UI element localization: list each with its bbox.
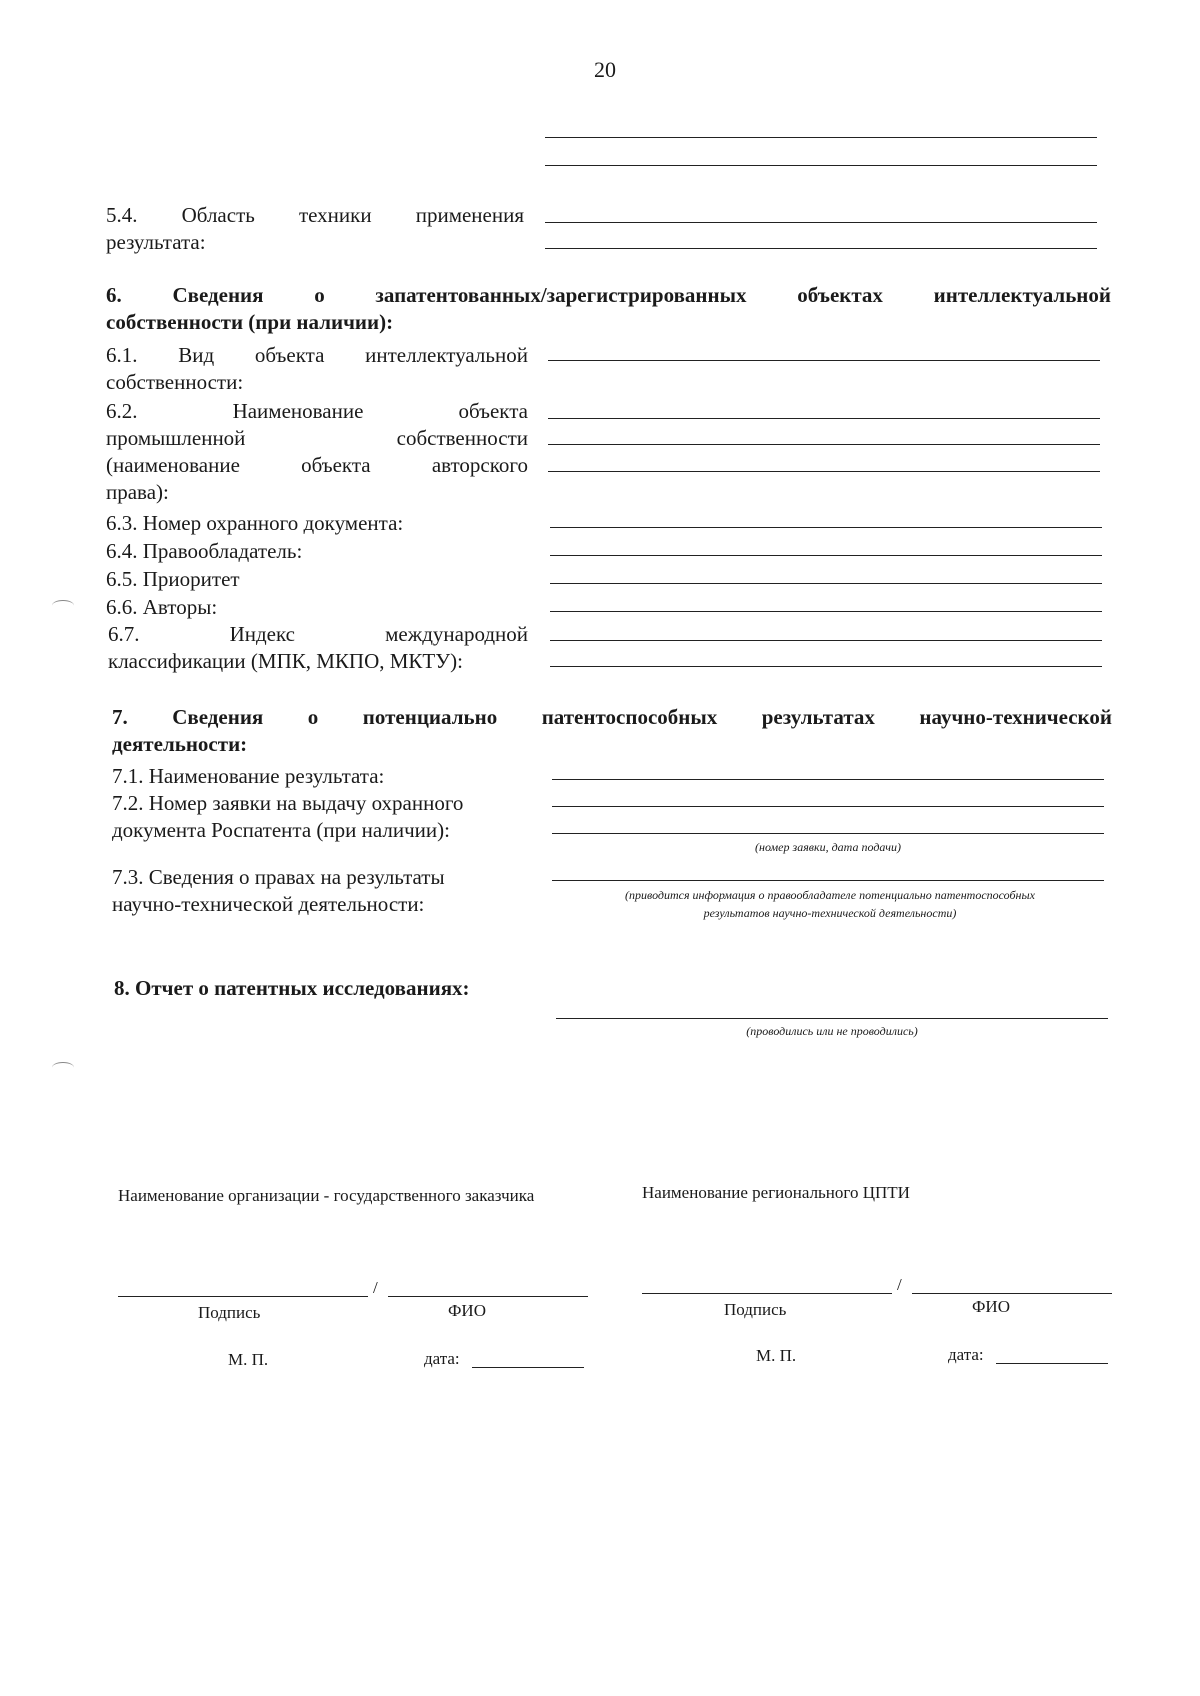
text: Наименование: [232, 399, 364, 423]
field-6-5-line[interactable]: [550, 583, 1102, 584]
field-6-3-label: 6.3. Номер охранного документа:: [106, 511, 404, 535]
text: Сведения: [172, 283, 264, 307]
text: авторского: [431, 453, 528, 477]
field-7-3-caption: [540, 886, 1120, 922]
text: промышленной: [106, 426, 246, 450]
field-7-1-line[interactable]: [552, 779, 1104, 780]
field-7-2-caption: (номер заявки, дата подачи): [755, 840, 901, 854]
text: научно-технической деятельности:: [112, 892, 425, 916]
left-org-label: Наименование организации - государственного заказчика: [118, 1186, 535, 1205]
text: результатов научно-технической деятельности): [703, 906, 957, 920]
right-signature-line[interactable]: [642, 1293, 892, 1294]
text: 6.: [106, 283, 122, 307]
field-6-2-line[interactable]: [548, 471, 1100, 472]
field-6-6-line[interactable]: [550, 611, 1102, 612]
text: патентоспособных: [541, 705, 718, 729]
field-7-2-line[interactable]: [552, 833, 1104, 834]
text: интеллектуальной: [933, 283, 1111, 307]
field-7-3-label: [112, 864, 532, 918]
left-date-line[interactable]: [472, 1367, 584, 1368]
fill-line[interactable]: [545, 165, 1097, 166]
field-6-5-label: 6.5. Приоритет: [106, 567, 240, 591]
section-7-heading: [112, 704, 1112, 758]
right-fio-label: ФИО: [972, 1297, 1010, 1316]
scan-mark: [52, 1062, 74, 1073]
text: применения: [415, 203, 524, 227]
fill-line[interactable]: [545, 137, 1097, 138]
text: 7.3. Сведения о правах на результаты: [112, 865, 445, 889]
text: запатентованных/зарегистрированных: [375, 283, 747, 307]
right-signature-label: Подпись: [724, 1300, 787, 1319]
right-date-line[interactable]: [996, 1363, 1108, 1364]
text: потенциально: [362, 705, 498, 729]
field-7-1-label: 7.1. Наименование результата:: [112, 764, 385, 788]
text: собственности:: [106, 370, 244, 394]
text: собственности: [396, 426, 528, 450]
text: результатах: [761, 705, 875, 729]
text: (приводится информация о правообладателе потенциально патентоспособных: [625, 888, 1035, 902]
left-slash: /: [373, 1278, 378, 1297]
field-6-7-line[interactable]: [550, 666, 1102, 667]
text: объектах: [797, 283, 883, 307]
field-7-3-line[interactable]: [552, 880, 1104, 881]
field-5-4-label: [106, 202, 524, 256]
text: документа Роспатента (при наличии):: [112, 818, 450, 842]
field-6-2-line[interactable]: [548, 444, 1100, 445]
left-fio-label: ФИО: [448, 1301, 486, 1320]
page-number: 20: [594, 57, 616, 82]
field-6-2-label: [106, 398, 528, 506]
text: Область: [181, 203, 255, 227]
left-signature-line[interactable]: [118, 1296, 368, 1297]
text: о: [314, 283, 325, 307]
field-8-caption: (проводились или не проводились): [746, 1024, 918, 1038]
scan-mark: [52, 600, 74, 611]
text: 7.2. Номер заявки на выдачу охранного: [112, 791, 464, 815]
left-signature-label: Подпись: [198, 1303, 261, 1322]
text: объекта: [254, 343, 325, 367]
text: классификации (МПК, МКПО, МКТУ):: [108, 649, 463, 673]
text: Сведения: [172, 705, 264, 729]
field-5-4-line[interactable]: [545, 222, 1097, 223]
field-7-2-line[interactable]: [552, 806, 1104, 807]
text: права):: [106, 480, 169, 504]
text: международной: [385, 622, 528, 646]
text: (наименование: [106, 453, 240, 477]
section-8-heading: 8. Отчет о патентных исследованиях:: [114, 976, 470, 1000]
text: о: [307, 705, 319, 729]
field-6-1-line[interactable]: [548, 360, 1100, 361]
text: 6.7.: [108, 622, 140, 646]
text: собственности (при наличии):: [106, 310, 394, 334]
text: техники: [298, 203, 372, 227]
field-6-7-line[interactable]: [550, 640, 1102, 641]
right-slash: /: [897, 1275, 902, 1294]
right-fio-line[interactable]: [912, 1293, 1112, 1294]
text: 7.: [112, 705, 128, 729]
field-6-4-label: 6.4. Правообладатель:: [106, 539, 303, 563]
field-6-6-label: 6.6. Авторы:: [106, 595, 218, 619]
text: научно-технической: [919, 705, 1112, 729]
section-6-heading: [106, 282, 1111, 336]
field-6-4-line[interactable]: [550, 555, 1102, 556]
right-date-label: дата:: [948, 1345, 984, 1364]
field-6-3-line[interactable]: [550, 527, 1102, 528]
text: 5.4.: [106, 203, 138, 227]
text: объекта: [301, 453, 371, 477]
text: 6.2.: [106, 399, 138, 423]
field-6-1-label: [106, 342, 528, 396]
text: 6.1.: [106, 343, 138, 367]
text: объекта: [458, 399, 528, 423]
text: Индекс: [229, 622, 295, 646]
field-6-2-line[interactable]: [548, 418, 1100, 419]
left-fio-line[interactable]: [388, 1296, 588, 1297]
field-8-line[interactable]: [556, 1018, 1108, 1019]
text: результата:: [106, 230, 206, 254]
field-6-7-label: [108, 621, 528, 675]
field-5-4-line[interactable]: [545, 248, 1097, 249]
field-7-2-label: [112, 790, 463, 844]
text: Вид: [178, 343, 215, 367]
left-stamp-label: М. П.: [228, 1350, 269, 1369]
text: интеллектуальной: [365, 343, 528, 367]
text: деятельности:: [112, 732, 248, 756]
right-org-label: Наименование регионального ЦПТИ: [642, 1183, 910, 1202]
right-stamp-label: М. П.: [756, 1346, 797, 1365]
left-date-label: дата:: [424, 1349, 460, 1368]
